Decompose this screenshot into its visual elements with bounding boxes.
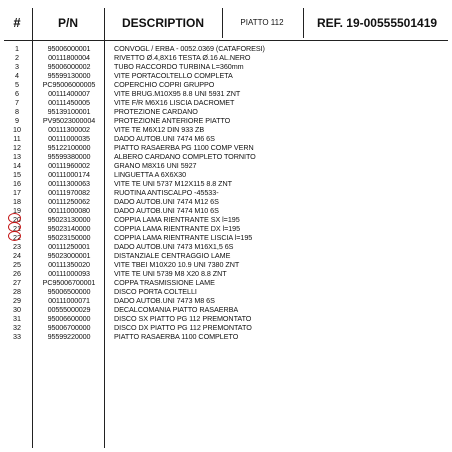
row-part-number: 95006000001 [47,44,91,53]
row-number: 22 [13,233,21,242]
row-part-number: 95023150000 [47,233,91,242]
row-part-number: 95599130000 [47,71,91,80]
table-row [0,116,452,125]
row-description: COPPIA LAMA RIENTRANTE SX l=195 [114,215,240,224]
row-description: VITE PORTACOLTELLO COMPLETA [114,71,233,80]
row-part-number: 95006000002 [47,62,91,71]
table-row [0,332,452,341]
row-number: 5 [15,80,19,89]
table-row [0,224,452,233]
row-number: 4 [15,71,19,80]
table-row [0,161,452,170]
row-description: CONVOGL / ERBA - 0052.0369 (CATAFORESI) [114,44,265,53]
row-description: VITE TBEI M10X20 10.9 UNI 7380 ZNT [114,260,240,269]
row-number: 20 [13,215,21,224]
table-row [0,44,452,53]
header-reference: REF. 19-00555501419 [316,16,438,30]
row-number: 8 [15,107,19,116]
row-description: RUOTINA ANTISCALPO -45533- [114,188,219,197]
row-part-number: 00555000029 [47,305,91,314]
row-description: COPPA TRASMISSIONE LAME [114,278,215,287]
header-rule [4,40,448,41]
row-part-number: 95139100001 [47,107,91,116]
row-description: VITE TE M6X12 DIN 933 ZB [114,125,205,134]
table-row [0,296,452,305]
row-number: 16 [13,179,21,188]
row-description: VITE TE UNI 5739 M8 X20 8.8 ZNT [114,269,227,278]
row-number: 21 [13,224,21,233]
row-description: VITE TE UNI 5737 M12X115 8.8 ZNT [114,179,232,188]
row-part-number: 95023000001 [47,251,91,260]
table-row [0,62,452,71]
table-header [0,8,452,38]
row-description: COPPIA LAMA RIENTRANTE DX l=195 [114,224,241,233]
table-row [0,233,452,242]
row-description: VITE F/R M6X16 LISCIA DACROMET [114,98,235,107]
row-number: 28 [13,287,21,296]
row-part-number: 00111800004 [48,53,90,62]
row-number: 31 [13,314,21,323]
row-part-number: 95122100000 [47,143,91,152]
row-description: DISTANZIALE CENTRAGGIO LAME [114,251,231,260]
row-part-number: 00111250062 [48,197,90,206]
row-part-number: 00111250001 [48,242,90,251]
header-model: PIATTO 112 [240,18,284,27]
row-part-number: 00111970082 [48,188,90,197]
row-part-number: 00111000093 [48,269,90,278]
row-description: DADO AUTOB.UNI 7474 M10 6S [114,206,219,215]
row-part-number: 95006700000 [47,323,91,332]
table-row [0,125,452,134]
row-description: PROTEZIONE CARDANO [114,107,198,116]
row-part-number: 95006500000 [47,287,91,296]
row-number: 14 [13,161,21,170]
row-part-number: 00111400007 [48,89,90,98]
table-row [0,305,452,314]
row-number: 13 [13,152,21,161]
table-row [0,251,452,260]
row-number: 1 [15,44,19,53]
row-part-number: 00111960002 [48,161,90,170]
table-row [0,269,452,278]
row-part-number: 00111300002 [48,125,90,134]
table-row [0,134,452,143]
row-number: 33 [13,332,21,341]
table-row [0,179,452,188]
row-part-number: PC95006000005 [42,80,96,89]
row-description: DADO AUTOB.UNI 7473 M8 6S [114,296,215,305]
row-description: DISCO PORTA COLTELLI [114,287,197,296]
row-number: 2 [15,53,19,62]
table-row [0,197,452,206]
header-description: DESCRIPTION [121,16,204,30]
table-row [0,152,452,161]
row-number: 19 [13,206,21,215]
row-part-number: 00111350020 [48,260,90,269]
row-description: LINGUETTA A 6X6X30 [114,170,187,179]
row-part-number: 00111300063 [48,179,90,188]
row-number: 15 [13,170,21,179]
table-row [0,170,452,179]
row-description: PIATTO RASAERBA PG 1100 COMP VERN [114,143,254,152]
table-row [0,188,452,197]
row-part-number: PC95006700001 [42,278,96,287]
table-row [0,107,452,116]
header-part-number: P/N [57,16,78,30]
row-number: 30 [13,305,21,314]
table-row [0,323,452,332]
table-row [0,143,452,152]
row-number: 6 [15,89,19,98]
row-number: 27 [13,278,21,287]
row-description: GRANO M8X16 UNI 5927 [114,161,197,170]
row-description: COPPIA LAMA RIENTRANTE LISCIA l=195 [114,233,253,242]
row-description: TUBO RACCORDO TURBINA L=360mm [114,62,244,71]
row-number: 11 [13,134,21,143]
row-part-number: PV95023000004 [42,116,96,125]
row-number: 7 [15,98,19,107]
table-row [0,98,452,107]
row-number: 25 [13,260,21,269]
row-description: ALBERO CARDANO COMPLETO TORNITO [114,152,256,161]
row-description: PROTEZIONE ANTERIORE PIATTO [114,116,231,125]
row-part-number: 95023140000 [47,224,91,233]
table-row [0,242,452,251]
row-part-number: 95599220000 [47,332,91,341]
row-number: 32 [13,323,21,332]
header-divider-model-right [303,8,304,38]
row-part-number: 00111000174 [48,170,90,179]
row-description: DADO AUTOB.UNI 7474 M6 6S [114,134,215,143]
row-description: DADO AUTOB.UNI 7474 M12 6S [114,197,219,206]
row-description: DISCO DX PIATTO PG 112 PREMONTATO [114,323,252,332]
table-row [0,314,452,323]
row-number: 17 [13,188,21,197]
row-description: RIVETTO Ø.4,8X16 TESTA Ø.16 AL.NERO [114,53,251,62]
row-number: 24 [13,251,21,260]
header-divider-model-left [222,8,223,38]
row-number: 9 [15,116,19,125]
row-description: DISCO SX PIATTO PG 112 PREMONTATO [114,314,252,323]
row-number: 18 [13,197,21,206]
table-row [0,278,452,287]
row-part-number: 95023130000 [47,215,91,224]
row-description: PIATTO RASAERBA 1100 COMPLETO [114,332,239,341]
row-number: 29 [13,296,21,305]
table-row [0,53,452,62]
table-row [0,215,452,224]
row-number: 10 [13,125,21,134]
row-part-number: 00111450005 [48,98,90,107]
row-description: DADO AUTOB.UNI 7473 M16X1,5 6S [114,242,234,251]
row-number: 26 [13,269,21,278]
header-number: # [13,15,21,30]
row-part-number: 00111000035 [48,134,90,143]
table-row [0,71,452,80]
table-row [0,89,452,98]
highlight-circle [8,231,21,241]
row-description: DECALCOMANIA PIATTO RASAERBA [114,305,239,314]
row-part-number: 00111000071 [48,296,90,305]
table-row [0,80,452,89]
row-part-number: 95599380000 [47,152,91,161]
table-row [0,206,452,215]
row-part-number: 95006600000 [47,314,91,323]
row-number: 23 [13,242,21,251]
row-number: 12 [13,143,21,152]
row-description: VITE BRUG.M10X95 8.8 UNI 5931 ZNT [114,89,241,98]
table-row [0,260,452,269]
table-row [0,287,452,296]
row-part-number: 00111000080 [48,206,90,215]
row-number: 3 [15,62,19,71]
row-description: COPERCHIO COPRI GRUPPO [114,80,215,89]
